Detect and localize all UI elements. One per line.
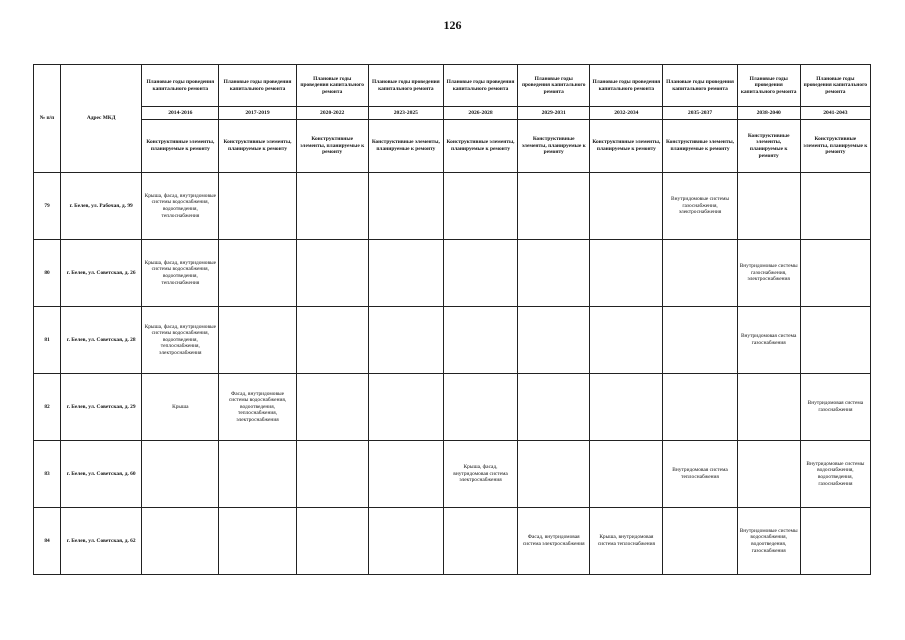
table-row (34, 441, 871, 508)
row-number: 83 (34, 441, 61, 508)
header-period: 2017-2019 (219, 107, 296, 120)
header-plan-years: Плановые годы проведения капитального ремонта (443, 65, 517, 107)
header-row-periods (34, 107, 871, 120)
row-cell (219, 307, 296, 374)
row-number: 81 (34, 307, 61, 374)
row-cell: Внутридомовые системы газоснабжения, электроснабжения (737, 240, 800, 307)
row-cell (368, 374, 443, 441)
row-cell (368, 441, 443, 508)
header-elements: Конструктивные элементы, планируемые к ремонту (518, 120, 590, 173)
row-cell (368, 307, 443, 374)
header-plan-years: Плановые годы проведения капитального ремонта (219, 65, 296, 107)
row-cell (800, 240, 870, 307)
header-elements: Конструктивные элементы, планируемые к ремонту (368, 120, 443, 173)
row-cell (800, 307, 870, 374)
table-row (34, 374, 871, 441)
row-cell: Внутридомовые системы водоснабжения, водоотведения, газоснабжения (737, 508, 800, 575)
row-cell: Внутридомовые системы газоснабжения, электроснабжения (663, 173, 737, 240)
row-cell (443, 173, 517, 240)
header-plan-years: Плановые годы проведения капитального ремонта (800, 65, 870, 107)
table-row (34, 173, 871, 240)
row-cell (663, 374, 737, 441)
row-number: 84 (34, 508, 61, 575)
row-number: 80 (34, 240, 61, 307)
header-elements: Конструктивные элементы, планируемые к ремонту (296, 120, 368, 173)
row-cell: Крыша, фасад, внутридомовые системы водоснабжения, водоотведения, теплоснабжения (142, 240, 219, 307)
row-cell (663, 307, 737, 374)
header-period: 2029-2031 (518, 107, 590, 120)
header-plan-years: Плановые годы проведения капитального ремонта (368, 65, 443, 107)
capital-repair-plan-table (33, 64, 871, 575)
row-cell (296, 307, 368, 374)
row-cell (368, 508, 443, 575)
row-cell: Внутридомовая система теплоснабжения (663, 441, 737, 508)
row-cell (296, 508, 368, 575)
row-cell: Крыша, внутридомовая система теплоснабжения (590, 508, 663, 575)
header-elements: Конструктивные элементы, планируемые к ремонту (219, 120, 296, 173)
row-cell (663, 240, 737, 307)
row-cell (590, 374, 663, 441)
row-cell: Крыша, фасад, внутридомовая система электроснабжения (443, 441, 517, 508)
row-address: г. Белев, ул. Советская, д. 28 (61, 307, 142, 374)
row-cell: Внутридомовые системы водоснабжения, водоотведения, газоснабжения (800, 441, 870, 508)
row-cell (518, 441, 590, 508)
header-plan-years: Плановые годы проведения капитального ремонта (518, 65, 590, 107)
header-plan-years: Плановые годы проведения капитального ремонта (142, 65, 219, 107)
header-period: 2014-2016 (142, 107, 219, 120)
header-number: № п/п (34, 65, 61, 173)
row-address: г. Белев, ул. Советская, д. 26 (61, 240, 142, 307)
row-cell (800, 508, 870, 575)
row-cell: Фасад, внутридомовые системы водоснабжения, водоотведения, теплоснабжения, электроснабжения (219, 374, 296, 441)
row-address: г. Белев, ул. Советская, д. 62 (61, 508, 142, 575)
header-period: 2020-2022 (296, 107, 368, 120)
row-cell (296, 173, 368, 240)
row-cell (142, 508, 219, 575)
row-cell (800, 173, 870, 240)
header-elements: Конструктивные элементы, планируемые к ремонту (737, 120, 800, 173)
row-cell (443, 307, 517, 374)
row-cell (590, 441, 663, 508)
row-cell (296, 240, 368, 307)
row-cell: Внутридомовая система газоснабжения (737, 307, 800, 374)
row-cell: Внутридомовая система газоснабжения (800, 374, 870, 441)
row-number: 82 (34, 374, 61, 441)
row-cell (590, 307, 663, 374)
row-cell (296, 374, 368, 441)
row-cell: Фасад, внутридомовая система электроснабжения (518, 508, 590, 575)
row-cell (219, 240, 296, 307)
row-cell (219, 508, 296, 575)
row-cell (590, 173, 663, 240)
row-cell: Крыша (142, 374, 219, 441)
header-elements: Конструктивные элементы, планируемые к ремонту (800, 120, 870, 173)
header-period: 2026-2028 (443, 107, 517, 120)
table-row (34, 307, 871, 374)
row-cell (737, 374, 800, 441)
row-cell (368, 240, 443, 307)
row-cell (219, 441, 296, 508)
header-elements: Конструктивные элементы, планируемые к ремонту (663, 120, 737, 173)
row-cell (737, 173, 800, 240)
row-cell (219, 173, 296, 240)
row-address: г. Белев, ул. Советская, д. 60 (61, 441, 142, 508)
header-row-plan-years (34, 65, 871, 107)
row-cell (518, 240, 590, 307)
table-row (34, 508, 871, 575)
header-row-elements (34, 120, 871, 173)
row-cell (518, 307, 590, 374)
header-elements: Конструктивные элементы, планируемые к ремонту (443, 120, 517, 173)
header-elements: Конструктивные элементы, планируемые к ремонту (590, 120, 663, 173)
row-cell (737, 441, 800, 508)
header-plan-years: Плановые годы проведения капитального ремонта (296, 65, 368, 107)
header-period: 2035-2037 (663, 107, 737, 120)
row-address: г. Белев, ул. Рабочая, д. 99 (61, 173, 142, 240)
row-cell: Крыша, фасад, внутридомовые системы водоснабжения, водоотведения, теплоснабжения, электроснабжения (142, 307, 219, 374)
page-number: 126 (443, 18, 462, 32)
row-cell (443, 374, 517, 441)
row-cell (443, 508, 517, 575)
row-cell (443, 240, 517, 307)
row-cell (368, 173, 443, 240)
row-number: 79 (34, 173, 61, 240)
row-cell (296, 441, 368, 508)
header-period: 2041-2043 (800, 107, 870, 120)
row-cell (518, 173, 590, 240)
row-cell (590, 240, 663, 307)
header-period: 2038-2040 (737, 107, 800, 120)
row-cell (142, 441, 219, 508)
header-plan-years: Плановые годы проведения капитального ремонта (663, 65, 737, 107)
row-cell: Крыша, фасад, внутридомовые системы водоснабжения, водоотведения, теплоснабжения (142, 173, 219, 240)
row-cell (518, 374, 590, 441)
header-period: 2032-2034 (590, 107, 663, 120)
row-cell (663, 508, 737, 575)
table-row (34, 240, 871, 307)
header-plan-years: Плановые годы проведения капитального ремонта (737, 65, 800, 107)
row-address: г. Белев, ул. Советская, д. 29 (61, 374, 142, 441)
header-address: Адрес МКД (61, 65, 142, 173)
header-elements: Конструктивные элементы, планируемые к ремонту (142, 120, 219, 173)
header-plan-years: Плановые годы проведения капитального ремонта (590, 65, 663, 107)
header-period: 2023-2025 (368, 107, 443, 120)
